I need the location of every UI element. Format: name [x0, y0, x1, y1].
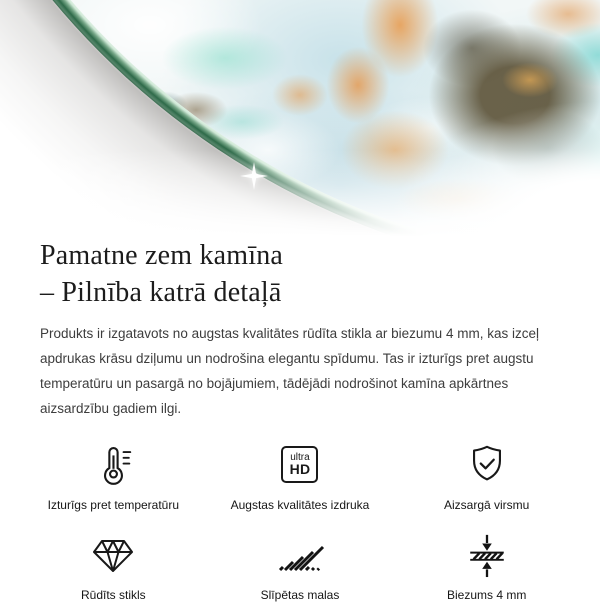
feature-thickness — [393, 525, 580, 603]
sparkle-glint-icon — [239, 161, 269, 191]
feature-tempered-glass — [20, 525, 207, 603]
feature-label: Aizsargā virsmu — [443, 497, 530, 512]
thermometer-icon — [90, 442, 136, 488]
feature-print-quality — [207, 435, 394, 513]
feature-surface-protection — [393, 435, 580, 513]
thickness-4mm-icon — [464, 532, 510, 578]
feature-label: Slīpētas malas — [260, 587, 340, 602]
hero-glass-panel-image — [0, 0, 600, 236]
shield-check-icon — [464, 442, 510, 488]
feature-temperature — [20, 435, 207, 513]
hero-white-fade — [0, 0, 600, 236]
page-title-line2: – Pilnība katrā detaļā — [40, 277, 282, 308]
feature-beveled-edges — [207, 525, 394, 603]
feature-label: Rūdīts stikls — [80, 587, 146, 602]
product-description: Produkts ir izgatavots no augstas kvalitātes rūdīta stikla ar biezumu 4 mm, kas izceļ apdrukas krāsu dziļumu un nodrošina elegantu spīdumu. Tas ir izturīgs pret augstu temperatūru un pasargā no bojājumiem, tādējādi nodrošinot kamīna apkārtnes aizsardzību gadiem ilgi. — [40, 326, 539, 416]
diamond-icon — [89, 535, 137, 575]
page-title-line1: Pamatne zem kamīna — [40, 240, 284, 271]
ultra-hd-text-top: ultra — [290, 452, 310, 463]
feature-label: Augstas kvalitātes izdruka — [230, 497, 370, 512]
feature-label: Biezums 4 mm — [446, 587, 527, 602]
page-title — [40, 237, 560, 311]
feature-grid — [20, 435, 580, 603]
ultra-hd-text-bottom: HD — [289, 461, 311, 477]
ultra-hd-print-icon — [281, 446, 318, 483]
feature-label: Izturīgs pret temperatūru — [47, 497, 180, 512]
beveled-edges-icon — [275, 535, 325, 575]
